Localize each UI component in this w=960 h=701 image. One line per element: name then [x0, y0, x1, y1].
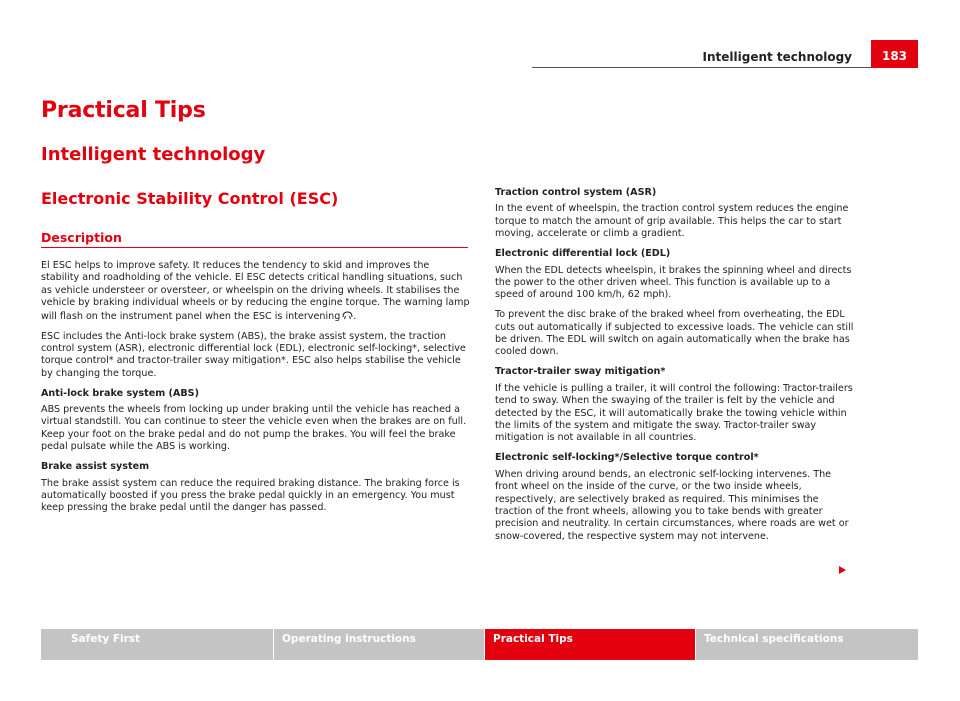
edl-paragraph-2: To prevent the disc brake of the braked wheel from overheating, the EDL cuts out automatically if subjected to excessive loads. The vehicle can still be driven. The EDL will switch on again automatically when the brake has cooled down.: [495, 309, 854, 358]
esc-components-paragraph: ESC includes the Anti-lock brake system (ABS), the brake assist system, the traction control system (ASR), electronic differential lock (EDL), electronic self-locking*, selective torque control* and tractor-trailer sway mitigation*. ESC also helps stabilise the vehicle by changing the torque.: [41, 330, 466, 379]
esc-warning-icon: [342, 310, 353, 320]
tab-practical-tips[interactable]: Practical Tips: [484, 629, 695, 660]
edl-heading: Electronic differential lock (EDL): [495, 248, 671, 260]
abs-heading: Anti-lock brake system (ABS): [41, 387, 199, 399]
abs-paragraph: ABS prevents the wheels from locking up under braking until the vehicle has reached a virtual standstill. You can continue to steer the vehicle even when the brakes are on full. Keep your foot on the brake pedal and do not pump the brakes. You will feel the brake pedal pulsate while the ABS is working.: [41, 404, 467, 453]
right-column: [495, 187, 855, 551]
esc-intro-text: El ESC helps to improve safety. It reduces the tendency to skid and improves the stability and roadholding of the vehicle. El ESC detects critical handling situations, such as vehicle understeer or oversteer, or wheelspin on the driving wheels. It stabilises the vehicle by braking individual wheels or by reducing the engine torque. The warning lamp will flash on the instrument panel when the ESC is intervening: [41, 260, 470, 322]
self-locking-paragraph: When driving around bends, an electronic self-locking intervenes. The front wheel on the inside of the curve, or the two inside wheels, respectively, are selectively braked as required. This minimises the traction of the front wheels, allowing you to take bends with greater precision and neutrality. In certain circumstances, where roads are wet or snow-covered, the respective system may not intervene.: [495, 468, 849, 542]
asr-paragraph: In the event of wheelspin, the traction control system reduces the engine torque to match the amount of grip available. This helps the car to start moving, accelerate or climb a gradient.: [495, 203, 849, 240]
running-title: Intelligent technology: [702, 50, 852, 64]
brake-assist-paragraph: The brake assist system can reduce the required braking distance. The braking force is automatically boosted if you press the brake pedal quickly in an emergency. You must keep pressing the brake pedal until the danger has passed.: [41, 477, 460, 514]
edl-paragraph: When the EDL detects wheelspin, it brakes the spinning wheel and directs the power to the other driven wheel. This function is available up to a speed of around 100 km/h, 62 mph).: [495, 264, 852, 301]
self-locking-heading: Electronic self-locking*/Selective torque control*: [495, 452, 759, 464]
subheading-rule: [41, 247, 468, 248]
subheading: Description: [41, 230, 122, 245]
esc-intro-paragraph: El ESC helps to improve safety. It reduces the tendency to skid and improves the stability and roadholding of the vehicle. El ESC detects critical handling situations, such as vehicle understeer or oversteer, or wheelspin on the driving wheels. It stabilises the vehicle by braking individual wheels or by reducing the engine torque. The warning lamp will flash on the instrument panel when the ESC is intervening .: [41, 260, 470, 322]
sway-mitigation-paragraph: If the vehicle is pulling a trailer, it will control the following: Tractor-trailers tend to sway. When the swaying of the trailer is felt by the vehicle and detected by the ESC, it will automatically brake the towing vehicle within the limits of the system and mitigate the sway. Tractor-trailer sway mitigation is not available in all countries.: [495, 382, 853, 444]
tab-operating-instructions[interactable]: Operating instructions: [273, 629, 484, 660]
topic-title: Electronic Stability Control (ESC): [41, 189, 339, 208]
continue-arrow-icon: [839, 566, 846, 574]
brake-assist-heading: Brake assist system: [41, 461, 150, 473]
header-rule: [532, 67, 872, 68]
section-title: Intelligent technology: [41, 144, 266, 165]
asr-heading: Traction control system (ASR): [495, 187, 657, 198]
left-column: [41, 260, 470, 522]
chapter-title: Practical Tips: [41, 98, 206, 123]
footer-nav: [41, 629, 918, 660]
page-number: 183: [871, 40, 918, 68]
tab-technical-specifications[interactable]: Technical specifications: [695, 629, 918, 660]
sway-mitigation-heading: Tractor-trailer sway mitigation*: [495, 366, 666, 378]
tab-safety-first[interactable]: Safety First: [41, 629, 273, 660]
